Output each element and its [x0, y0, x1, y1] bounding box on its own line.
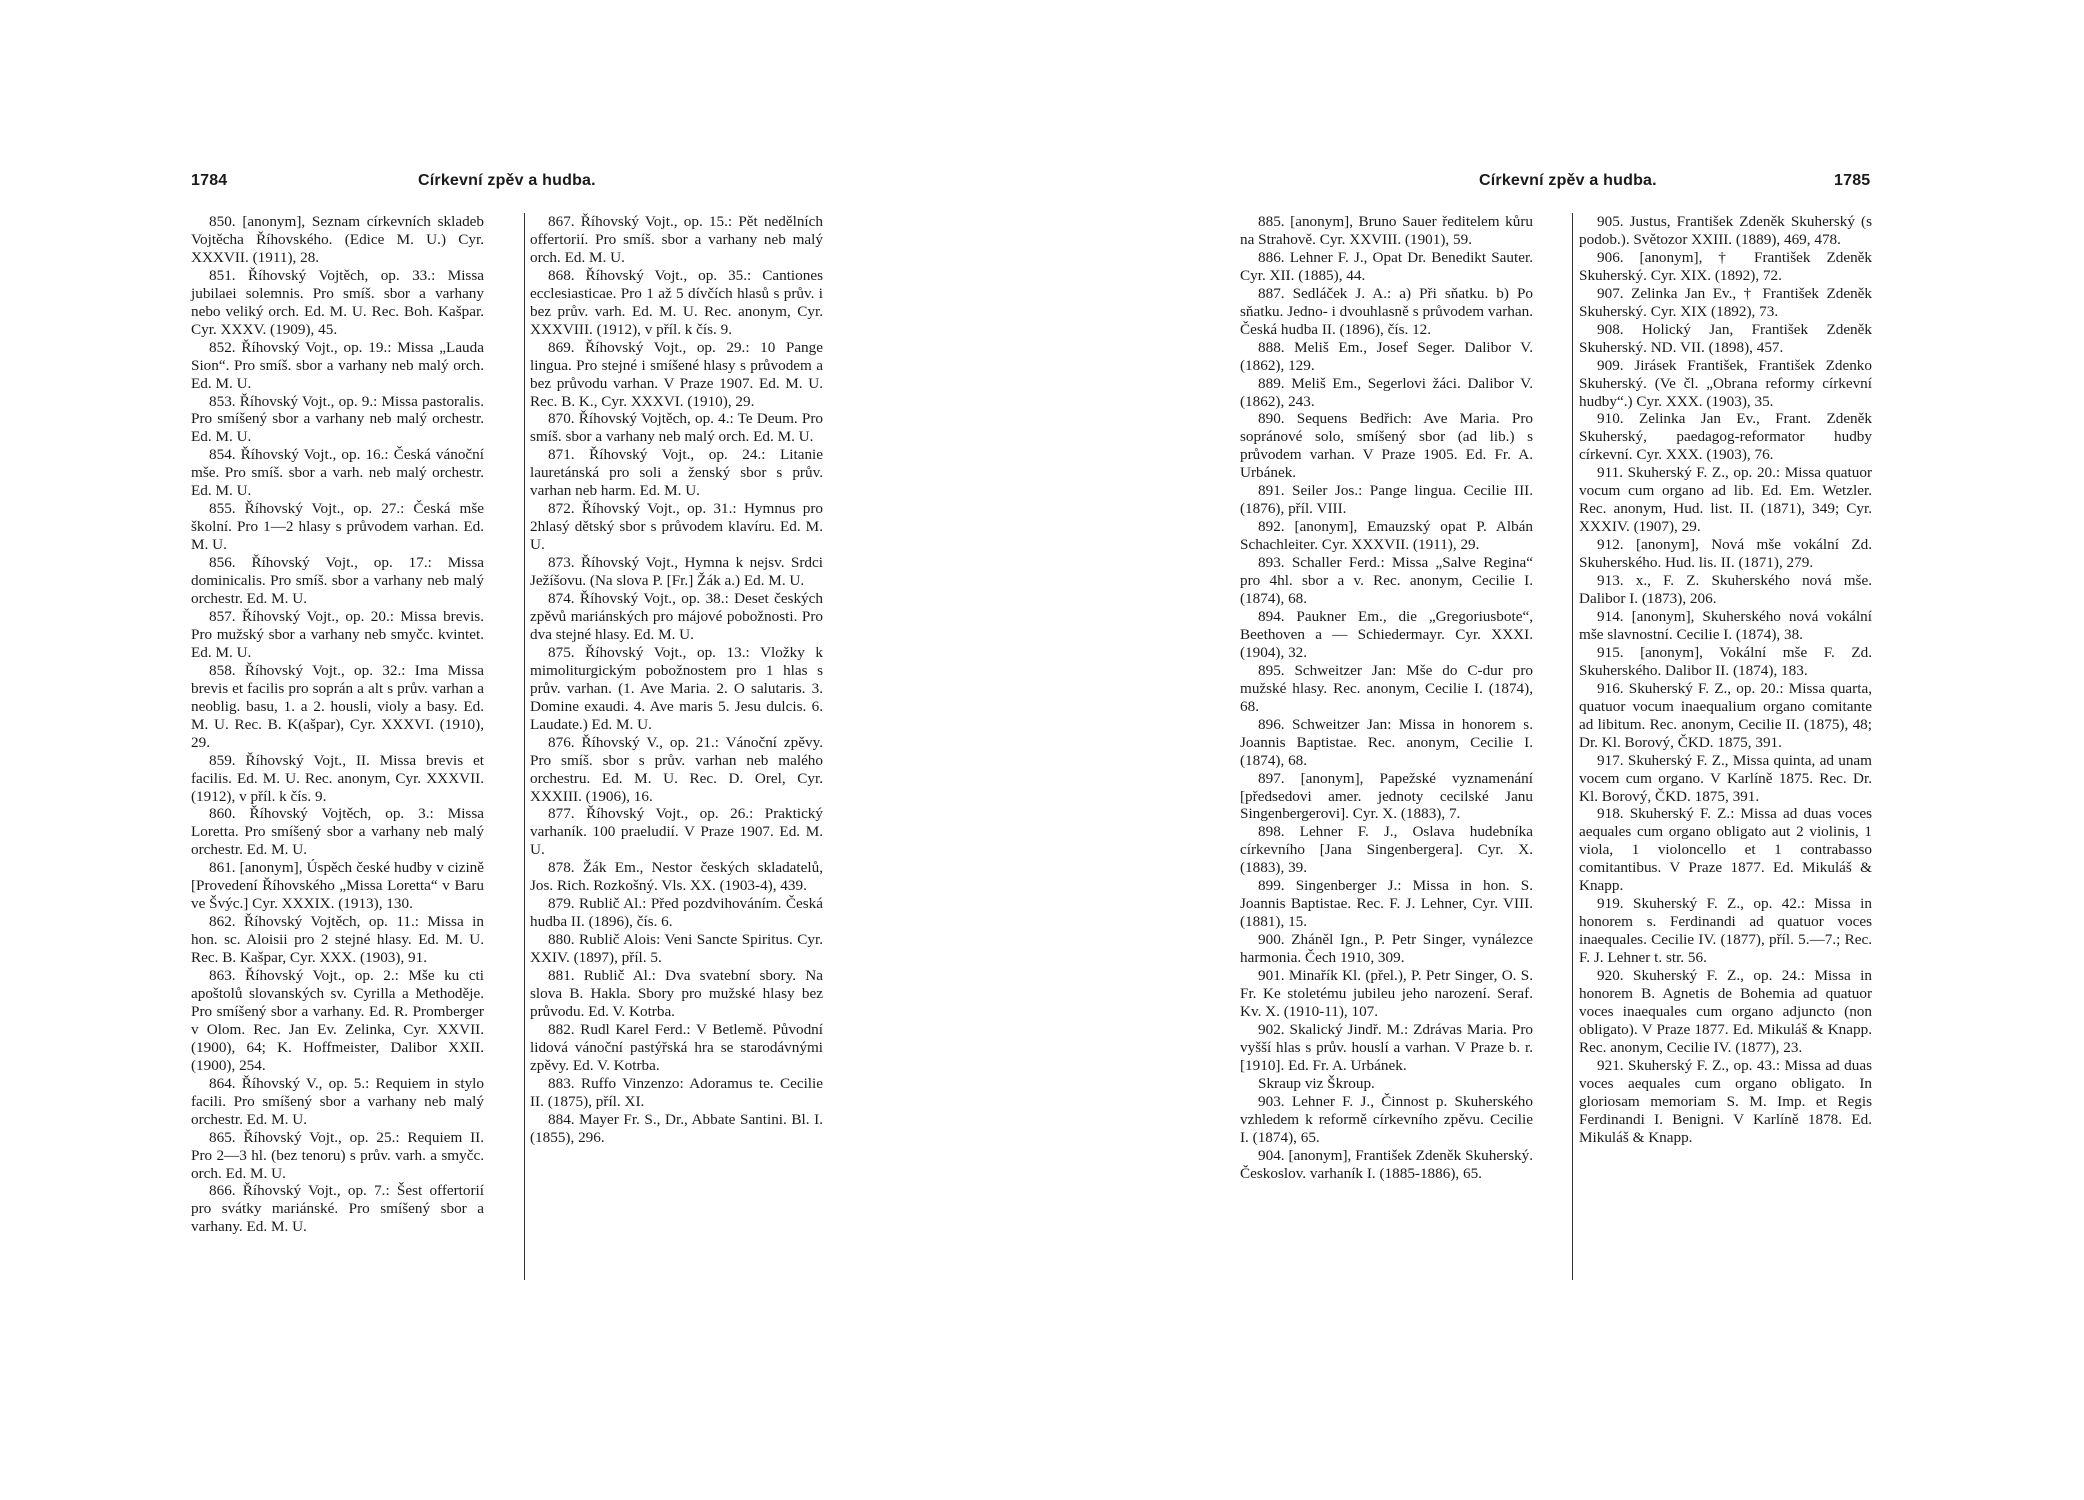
catalog-entry: 897. [anonym], Papežské vyznamenání [předsedovi amer. jednoty cecilské Janu Singenbergerovi]. Cyr. X. (1883), 7. — [1240, 769, 1533, 823]
catalog-entry: 909. Jirásek František, František Zdenko Skuherský. (Ve čl. „Obrana reformy církevní hudby“.) Cyr. XXX. (1903), 35. — [1579, 356, 1872, 410]
catalog-entry: 864. Říhovský V., op. 5.: Requiem in stylo facili. Pro smíšený sbor a varhany neb malý orchestr. Ed. M. U. — [191, 1074, 484, 1128]
catalog-entry: 877. Říhovský Vojt., op. 26.: Praktický varhaník. 100 praeludií. V Praze 1907. Ed. M. U. — [530, 805, 823, 859]
catalog-entry: 902. Skalický Jindř. M.: Zdrávas Maria. Pro vyšší hlas s prův. houslí a varhan. V Praze b. r. [1910]. Ed. Fr. A. Urbánek. — [1240, 1020, 1533, 1074]
column-divider — [1572, 213, 1573, 1280]
catalog-entry: 861. [anonym], Úspěch české hudby v cizině [Provedení Říhovského „Missa Loretta“ v Baru ve Švýc.] Cyr. XXXIX. (1913), 130. — [191, 859, 484, 913]
catalog-entry: 891. Seiler Jos.: Pange lingua. Cecilie III. (1876), příl. VIII. — [1240, 482, 1533, 518]
text-column-2 — [1579, 213, 1872, 1147]
catalog-entry: 916. Skuherský F. Z., op. 20.: Missa quarta, quatuor vocum inaequalium organo comitante ad libitum. Rec. anonym, Cecilie II. (1875), 48; Dr. Kl. Borový, ČKD. 1875, 391. — [1579, 679, 1872, 751]
catalog-entry: 855. Říhovský Vojt., op. 27.: Česká mše školní. Pro 1—2 hlasy s průvodem varhan. Ed. M. U. — [191, 500, 484, 554]
catalog-entry: 906. [anonym], † František Zdeněk Skuherský. Cyr. XIX. (1892), 72. — [1579, 248, 1872, 284]
catalog-entry: 904. [anonym], František Zdeněk Skuherský. Českoslov. varhaník I. (1885-1886), 65. — [1240, 1146, 1533, 1182]
catalog-entry: Skraup viz Škroup. — [1258, 1074, 1375, 1092]
catalog-entry: 892. [anonym], Emauzský opat P. Albán Schachleiter. Cyr. XXXVII. (1911), 29. — [1240, 518, 1533, 554]
catalog-entry: 850. [anonym], Seznam církevních skladeb Vojtěcha Říhovského. (Edice M. U.) Cyr. XXXVII. (1911), 28. — [191, 213, 484, 266]
catalog-entry: 903. Lehner F. J., Činnost p. Skuherského vzhledem k reformě církevního zpěvu. Cecilie I. (1874), 65. — [1240, 1092, 1533, 1146]
catalog-entry: 869. Říhovský Vojt., op. 29.: 10 Pange lingua. Pro stejné i smíšené hlasy s průvodem a bez průvodu varhan. V Praze 1907. Ed. M. U. Rec. B. K., Cyr. XXXVI. (1910), 29. — [530, 338, 823, 410]
catalog-entry: 870. Říhovský Vojtěch, op. 4.: Te Deum. Pro smíš. sbor a varhany neb malý orch. Ed. M. U. — [530, 410, 823, 446]
catalog-entry: 878. Žák Em., Nestor českých skladatelů, Jos. Rich. Rozkošný. Vls. XX. (1903-4), 439. — [530, 859, 823, 895]
text-column-1 — [191, 213, 484, 1236]
catalog-entry: 888. Meliš Em., Josef Seger. Dalibor V. (1862), 129. — [1240, 338, 1533, 374]
right-page — [1042, 0, 2084, 1500]
catalog-entry: 889. Meliš Em., Segerlovi žáci. Dalibor V. (1862), 243. — [1240, 374, 1533, 410]
catalog-entry: 919. Skuherský F. Z., op. 42.: Missa in honorem s. Ferdinandi ad quatuor voces inaequales. Cecilie IV. (1877), příl. 5.—7.; Rec. F. J. Lehner t. str. 56. — [1579, 895, 1872, 967]
text-column-1 — [1240, 213, 1533, 1182]
catalog-entry: 907. Zelinka Jan Ev., † František Zdeněk Skuherský. Cyr. XIX (1892), 73. — [1579, 284, 1872, 320]
catalog-entry: 866. Říhovský Vojt., op. 7.: Šest offertorií pro svátky mariánské. Pro smíšený sbor a varhany. Ed. M. U. — [191, 1182, 484, 1236]
catalog-entry: 885. [anonym], Bruno Sauer ředitelem kůru na Strahově. Cyr. XXVIII. (1901), 59. — [1240, 213, 1533, 248]
running-title: Církevní zpěv a hudba. — [418, 172, 596, 189]
catalog-entry: 913. x., F. Z. Skuherského nová mše. Dalibor I. (1873), 206. — [1579, 572, 1872, 608]
catalog-entry: 862. Říhovský Vojtěch, op. 11.: Missa in hon. sc. Aloisii pro 2 stejné hlasy. Ed. M. U. Rec. B. Kašpar, Cyr. XXX. (1903), 91. — [191, 913, 484, 967]
catalog-entry: 868. Říhovský Vojt., op. 35.: Cantiones ecclesiasticae. Pro 1 až 5 dívčích hlasů s prův. i bez prův. varh. Ed. M. U. Rec. anonym, Cyr. XXXVIII. (1912), v příl. k čís. 9. — [530, 266, 823, 338]
catalog-entry: 920. Skuherský F. Z., op. 24.: Missa in honorem B. Agnetis de Bohemia ad quatuor voces inaequales cum organo adjuncto (non obligato). V Praze 1877. Ed. Mikuláš & Knapp. Rec. anonym, Cecilie IV. (1877), 23. — [1579, 967, 1872, 1056]
catalog-entry: 881. Rublič Al.: Dva svatební sbory. Na slova B. Hakla. Sbory pro mužské hlasy bez průvodu. Ed. V. Kotrba. — [530, 967, 823, 1020]
catalog-entry: 880. Rublič Alois: Veni Sancte Spiritus. Cyr. XXIV. (1897), příl. 5. — [530, 931, 823, 967]
catalog-entry: 865. Říhovský Vojt., op. 25.: Requiem II. Pro 2—3 hl. (bez tenoru) s prův. varh. a smyčc. orch. Ed. M. U. — [191, 1128, 484, 1182]
catalog-entry: 867. Říhovský Vojt., op. 15.: Pět nedělních offertorií. Pro smíš. sbor a varhany neb malý orch. Ed. M. U. — [530, 213, 823, 266]
catalog-entry: 856. Říhovský Vojt., op. 17.: Missa dominicalis. Pro smíš. sbor a varhany neb malý orchestr. Ed. M. U. — [191, 554, 484, 608]
catalog-entry: 899. Singenberger J.: Missa in hon. S. Joannis Baptistae. Rec. F. J. Lehner, Cyr. VIII. (1881), 15. — [1240, 877, 1533, 931]
catalog-entry: 910. Zelinka Jan Ev., Frant. Zdeněk Skuherský, paedagog-reformator hudby církevní. Cyr. XXX. (1903), 76. — [1579, 410, 1872, 464]
catalog-entry: 886. Lehner F. J., Opat Dr. Benedikt Sauter. Cyr. XII. (1885), 44. — [1240, 248, 1533, 284]
catalog-entry: 875. Říhovský Vojt., op. 13.: Vložky k mimoliturgickým pobožnostem pro 1 hlas s prův. varhan. (1. Ave Maria. 2. O salutaris. 3. Domine exaudi. 4. Ave maris 5. Jesu dulcis. 6. Laudate.) Ed. M. U. — [530, 643, 823, 733]
catalog-entry: 876. Říhovský V., op. 21.: Vánoční zpěvy. Pro smíš. sbor s prův. varhan neb malého orchestru. Ed. M. U. Rec. D. Orel, Cyr. XXXIII. (1906), 16. — [530, 733, 823, 805]
catalog-entry: 859. Říhovský Vojt., II. Missa brevis et facilis. Ed. M. U. Rec. anonym, Cyr. XXXVII. (1912), v příl. k čís. 9. — [191, 751, 484, 805]
catalog-entry: 911. Skuherský F. Z., op. 20.: Missa quatuor vocum cum organo ad lib. Ed. Em. Wetzler. Rec. anonym, Hud. list. II. (1871), 349; Cyr. XXXIV. (1907), 29. — [1579, 464, 1872, 536]
catalog-entry: 851. Říhovský Vojtěch, op. 33.: Missa jubilaei solemnis. Pro smíš. sbor a varhany nebo veliký orch. Ed. M. U. Rec. Boh. Kašpar. Cyr. XXXV. (1909), 45. — [191, 266, 484, 338]
catalog-entry: 914. [anonym], Skuherského nová vokální mše slavnostní. Cecilie I. (1874), 38. — [1579, 607, 1872, 643]
catalog-entry: 883. Ruffo Vinzenzo: Adoramus te. Cecilie II. (1875), příl. XI. — [530, 1074, 823, 1110]
catalog-entry: 905. Justus, František Zdeněk Skuherský (s podob.). Světozor XXIII. (1889), 469, 478. — [1579, 213, 1872, 248]
catalog-entry: 895. Schweitzer Jan: Mše do C-dur pro mužské hlasy. Rec. anonym, Cecilie I. (1874), 68. — [1240, 661, 1533, 715]
catalog-entry: 890. Sequens Bedřich: Ave Maria. Pro sopránové solo, smíšený sbor (ad lib.) s průvodem varhan. V Praze 1905. Ed. Fr. A. Urbánek. — [1240, 410, 1533, 482]
catalog-entry: 863. Říhovský Vojt., op. 2.: Mše ku cti apoštolů slovanských sv. Cyrilla a Methoděje. Pro smíšený sbor a varhany. Ed. R. Promberger v Olom. Rec. Jan Ev. Zelinka, Cyr. XXVII. (1900), 64; K. Hoffmeister, Dalibor XXII. (1900), 254. — [191, 967, 484, 1074]
column-divider — [524, 213, 525, 1280]
catalog-entry: 854. Říhovský Vojt., op. 16.: Česká vánoční mše. Pro smíš. sbor a varh. neb malý orchestr. Ed. M. U. — [191, 446, 484, 500]
catalog-entry: 901. Minařík Kl. (přel.), P. Petr Singer, O. S. Fr. Ke stoletému jubileu jeho narození. Seraf. Kv. X. (1910-11), 107. — [1240, 967, 1533, 1020]
catalog-entry: 908. Holický Jan, František Zdeněk Skuherský. ND. VII. (1898), 457. — [1579, 320, 1872, 356]
catalog-entry: 852. Říhovský Vojt., op. 19.: Missa „Lauda Sion“. Pro smíš. sbor a varhany neb malý orch. Ed. M. U. — [191, 338, 484, 392]
catalog-entry: 857. Říhovský Vojt., op. 20.: Missa brevis. Pro mužský sbor a varhany neb smyčc. kvintet. Ed. M. U. — [191, 607, 484, 661]
catalog-entry: 894. Paukner Em., die „Gregoriusbote“, Beethoven a — Schiedermayr. Cyr. XXXI. (1904), 32. — [1240, 607, 1533, 661]
catalog-entry: 917. Skuherský F. Z., Missa quinta, ad unam vocem cum organo. V Karlíně 1875. Rec. Dr. Kl. Borový, ČKD. 1875, 391. — [1579, 751, 1872, 805]
catalog-entry: 915. [anonym], Vokální mše F. Zd. Skuherského. Dalibor II. (1874), 183. — [1579, 643, 1872, 679]
catalog-entry: 879. Rublič Al.: Před pozdvihováním. Česká hudba II. (1896), čís. 6. — [530, 895, 823, 931]
catalog-entry: 860. Říhovský Vojtěch, op. 3.: Missa Loretta. Pro smíšený sbor a varhany neb malý orchestr. Ed. M. U. — [191, 805, 484, 859]
running-title: Církevní zpěv a hudba. — [1479, 172, 1657, 189]
catalog-entry: 898. Lehner F. J., Oslava hudebníka církevního [Jana Singenbergera]. Cyr. X. (1883), 39. — [1240, 823, 1533, 877]
catalog-entry: 887. Sedláček J. A.: a) Při sňatku. b) Po sňatku. Jedno- i dvouhlasně s průvodem varhan. Česká hudba II. (1896), čís. 12. — [1240, 284, 1533, 338]
catalog-entry: 882. Rudl Karel Ferd.: V Betlemě. Původní lidová vánoční pastýřská hra se starodávnými zpěvy. Ed. V. Kotrba. — [530, 1020, 823, 1074]
catalog-entry: 874. Říhovský Vojt., op. 38.: Deset českých zpěvů mariánských pro májové pobožnosti. Pro dva stejné hlasy. Ed. M. U. — [530, 590, 823, 643]
text-column-2 — [530, 213, 823, 1147]
catalog-entry: 921. Skuherský F. Z., op. 43.: Missa ad duas voces aequales cum organo obligato. In gloriosam memoriam S. M. Imp. et Regis Ferdinandi I. Benigni. V Karlíně 1878. Ed. Mikuláš & Knapp. — [1579, 1056, 1872, 1146]
catalog-entry: 900. Zháněl Ign., P. Petr Singer, vynálezce harmonia. Čech 1910, 309. — [1240, 931, 1533, 967]
catalog-entry: 918. Skuherský F. Z.: Missa ad duas voces aequales cum organo obligato aut 2 violinis, 1 viola, 1 violoncello et 1 contrabasso comitantibus. V Praze 1877. Ed. Mikuláš & Knapp. — [1579, 805, 1872, 895]
catalog-entry: 912. [anonym], Nová mše vokální Zd. Skuherského. Hud. lis. II. (1871), 279. — [1579, 536, 1872, 572]
page-number: 1784 — [191, 172, 228, 189]
catalog-entry: 873. Říhovský Vojt., Hymna k nejsv. Srdci Ježíšovu. (Na slova P. [Fr.] Žák a.) Ed. M. U. — [530, 554, 823, 590]
catalog-entry: 884. Mayer Fr. S., Dr., Abbate Santini. Bl. I. (1855), 296. — [530, 1110, 823, 1146]
catalog-entry: 871. Říhovský Vojt., op. 24.: Litanie lauretánská pro soli a ženský sbor s prův. varhan neb harm. Ed. M. U. — [530, 446, 823, 500]
page-number: 1785 — [1834, 172, 1871, 189]
catalog-entry: 896. Schweitzer Jan: Missa in honorem s. Joannis Baptistae. Rec. anonym, Cecilie I. (1874), 68. — [1240, 715, 1533, 769]
catalog-entry: 853. Říhovský Vojt., op. 9.: Missa pastoralis. Pro smíšený sbor a varhany neb malý orchestr. Ed. M. U. — [191, 392, 484, 446]
catalog-entry: 872. Říhovský Vojt., op. 31.: Hymnus pro 2hlasý dětský sbor s průvodem klavíru. Ed. M. U. — [530, 500, 823, 554]
catalog-entry: 893. Schaller Ferd.: Missa „Salve Regina“ pro 4hl. sbor a v. Rec. anonym, Cecilie I. (1874), 68. — [1240, 554, 1533, 608]
catalog-entry: 858. Říhovský Vojt., op. 32.: Ima Missa brevis et facilis pro soprán a alt s prův. varhan a neoblig. basu, 1. a 2. housli, violy a basy. Ed. M. U. Rec. B. K(ašpar), Cyr. XXXVI. (1910), 29. — [191, 661, 484, 751]
